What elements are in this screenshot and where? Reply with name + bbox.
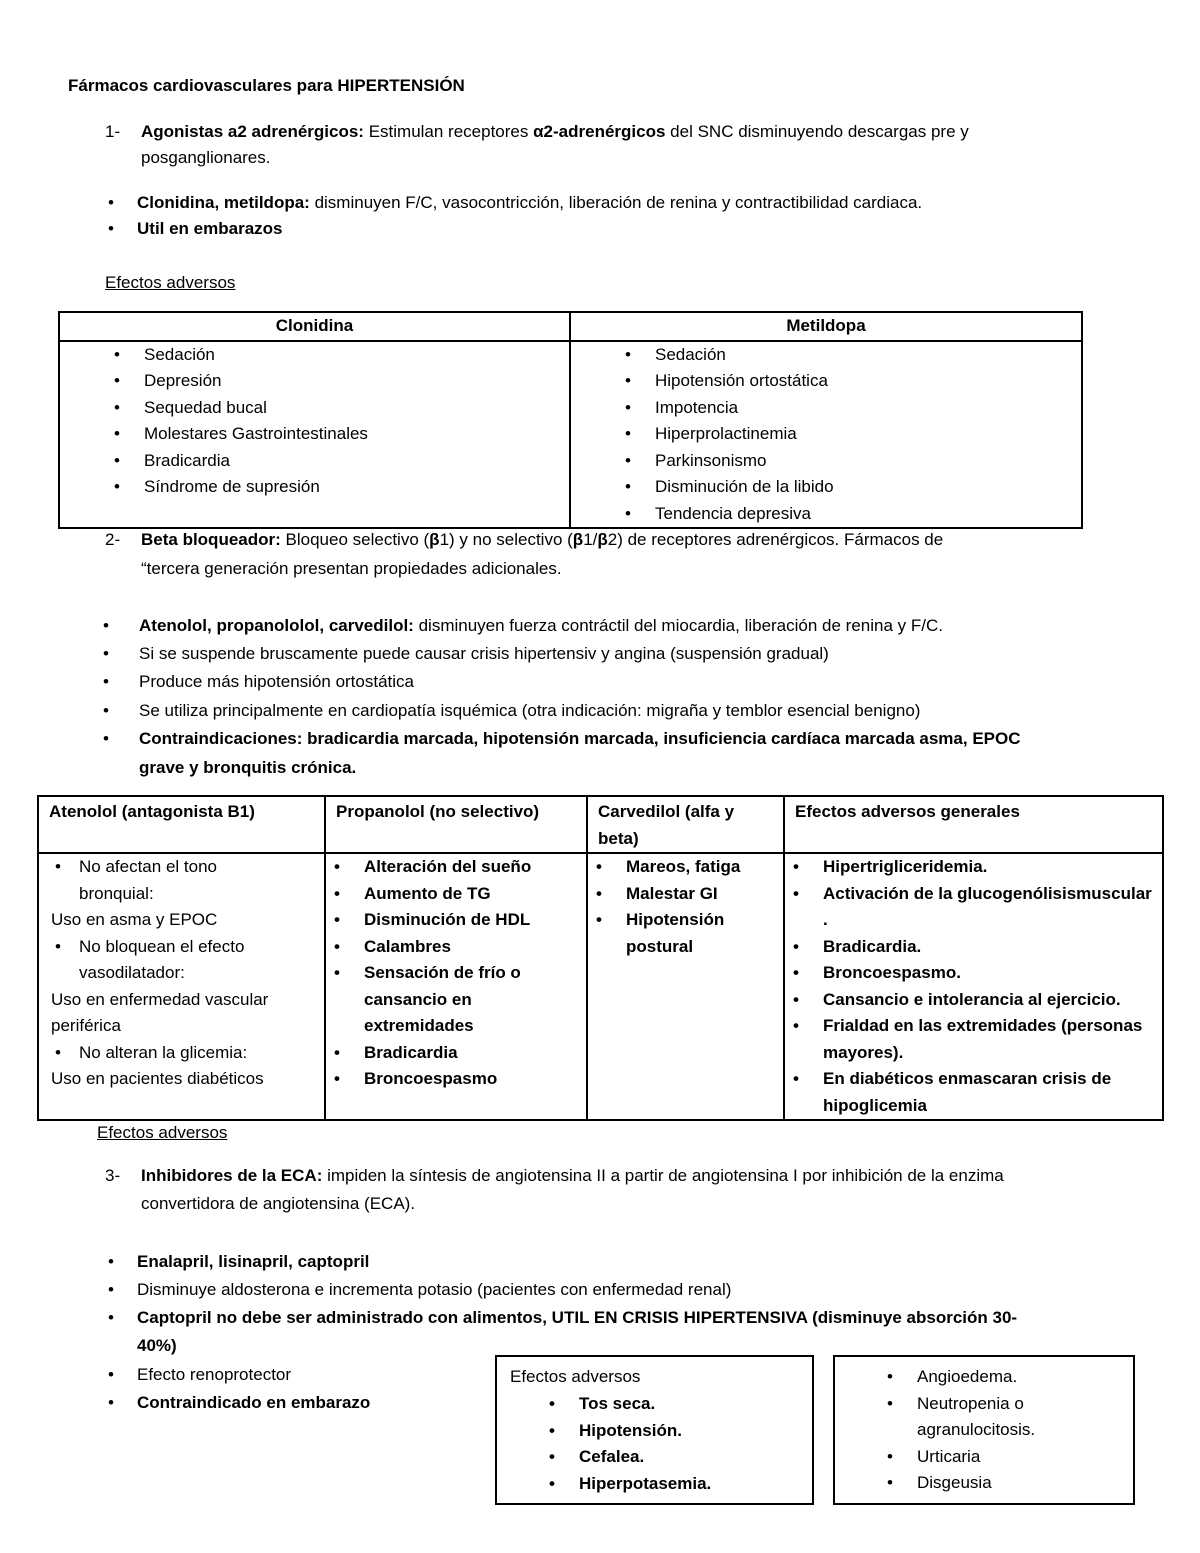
bullet-icon: • [108, 1308, 114, 1327]
list-item: • En diabéticos enmascaran crisis de hipoglicemia [785, 1066, 1155, 1119]
bullet-icon: • [103, 644, 109, 663]
list-item-text: Util en embarazos [137, 219, 283, 238]
list-item: • Hipotensión. [541, 1418, 711, 1445]
list-item: • Sensación de frío o cansancio en extremidades [326, 960, 571, 1040]
list-item: • Mareos, fatiga [588, 854, 768, 881]
list-item: • Molestares Gastrointestinales [106, 421, 569, 448]
list-item-text: Si se suspende bruscamente puede causar crisis hipertensiv y angina (suspensión gradual) [139, 644, 829, 663]
list-item: • Bradicardia [106, 448, 569, 475]
list-item: • Sedación [617, 342, 1081, 369]
list-item: • Disminución de la libido [617, 474, 1081, 501]
list-item: • Impotencia [617, 395, 1081, 422]
section-heading-line [141, 119, 969, 146]
section-number: 1- [105, 122, 121, 141]
section-heading-line: Inhibidores de la ECA: impiden la síntesis de angiotensina II a partir de angiotensina I por inhibición de la enzima [141, 1166, 1004, 1185]
effects-box-2 [833, 1355, 1135, 1505]
table-header-metildopa: Metildopa [570, 312, 1082, 341]
list-item: • Aumento de TG [326, 881, 571, 908]
beta-blockers-table [37, 795, 1164, 1121]
section-number: 2- [105, 530, 121, 549]
table-cell-metildopa [570, 341, 1082, 529]
table-cell-carvedilol [587, 853, 784, 1120]
bullet-icon: • [108, 1393, 114, 1412]
effects-box-1 [495, 1355, 814, 1505]
list-item [96, 669, 1146, 696]
section-text-line2: “tercera generación presentan propiedades adicionales. [141, 559, 562, 578]
bullet-icon: • [103, 616, 109, 635]
list-item-text: Contraindicado en embarazo [137, 1393, 371, 1412]
list-item: • Broncoespasmo. [785, 960, 1155, 987]
list-item: • Alteración del sueño [326, 854, 571, 881]
list-item-text: Captopril no debe ser administrado con alimentos, UTIL EN CRISIS HIPERTENSIVA (disminuye absorción 30- [137, 1308, 1018, 1327]
table-cell-atenolol: • No afectan el tono bronquial: Uso en asma y EPOC • No bloquean el efecto vasodilatador: Uso en enfermedad vascular periférica • No alteran la glicemia: Uso en pacientes diabéticos [38, 853, 325, 1120]
list-item: • Broncoespasmo [326, 1066, 571, 1093]
list-item: • Calambres [326, 934, 571, 961]
list-item [101, 216, 1101, 243]
list-item [101, 1362, 461, 1389]
section-heading: Agonistas a2 adrenérgicos: [141, 122, 364, 141]
bullet-icon: • [103, 672, 109, 691]
section-bold-term: α2-adrenérgicos [533, 122, 666, 141]
list-item: • Disgeusia [879, 1470, 1119, 1497]
bullet-icon: • [108, 219, 114, 238]
list-item: • Activación de la glucogenólisismuscular . [785, 881, 1155, 934]
section-text: del SNC disminuyendo descargas pre y [665, 122, 969, 141]
list-item [101, 190, 1101, 217]
list-item: • Parkinsonismo [617, 448, 1081, 475]
section-text-line2: posganglionares. [141, 148, 271, 167]
bullet-icon: • [108, 193, 114, 212]
list-item: • Hiperprolactinemia [617, 421, 1081, 448]
list-item-text: Enalapril, lisinapril, captopril [137, 1252, 370, 1271]
list-item: • Cansancio e intolerancia al ejercicio. [785, 987, 1155, 1014]
list-item: • Hipotensión postural [588, 907, 768, 960]
list-item: • Síndrome de supresión [106, 474, 569, 501]
section-text-line2: convertidora de angiotensina (ECA). [141, 1194, 416, 1213]
bullet-icon: • [108, 1365, 114, 1384]
list-item: • Hiperpotasemia. [541, 1471, 711, 1498]
table-header-atenolol: Atenolol (antagonista B1) [38, 796, 325, 853]
table-header-propanolol: Propanolol (no selectivo) [325, 796, 587, 853]
subsection-title: Efectos adversos [97, 1123, 228, 1142]
table-cell-clonidina [59, 341, 570, 529]
list-item: • Frialdad en las extremidades (personas mayores). [785, 1013, 1155, 1066]
bullet-icon: • [108, 1252, 114, 1271]
list-item: • Depresión [106, 368, 569, 395]
box-title: Efectos adversos [510, 1367, 641, 1386]
bullet-icon: • [108, 1280, 114, 1299]
list-item: • Sequedad bucal [106, 395, 569, 422]
list-item: • Malestar GI [588, 881, 768, 908]
list-item: • Urticaria [879, 1444, 1119, 1471]
list-item [101, 1390, 461, 1417]
subsection-title: Efectos adversos [105, 273, 236, 292]
section-number: 3- [105, 1166, 121, 1185]
list-item: • Sedación [106, 342, 569, 369]
list-item [101, 1305, 1101, 1361]
list-item [96, 641, 1146, 668]
table-cell-generales [784, 853, 1163, 1120]
list-item-text: Disminuye aldosterona e incrementa potasio (pacientes con enfermedad renal) [137, 1280, 732, 1299]
list-item: • Bradicardia [326, 1040, 571, 1067]
list-item: • Disminución de HDL [326, 907, 571, 934]
list-item [96, 613, 1146, 640]
list-item: • Cefalea. [541, 1444, 711, 1471]
list-item [96, 698, 1146, 725]
page-title: Fármacos cardiovasculares para HIPERTENSIÓN [68, 76, 465, 95]
section-heading: Beta bloqueador: [141, 530, 281, 549]
table-header-carvedilol: Carvedilol (alfa y beta) [587, 796, 784, 853]
effects-table-1 [58, 311, 1083, 529]
list-item: • Bradicardia. [785, 934, 1155, 961]
list-item-text: Clonidina, metildopa: disminuyen F/C, vasocontricción, liberación de renina y contractibilidad cardiaca. [137, 193, 923, 212]
list-item: • Hipotensión ortostática [617, 368, 1081, 395]
list-item [101, 1277, 1101, 1304]
list-item: • Tendencia depresiva [617, 501, 1081, 528]
list-item-text: Se utiliza principalmente en cardiopatía isquémica (otra indicación: migraña y temblor esencial benigno) [139, 701, 921, 720]
section-heading-line: Beta bloqueador: Bloqueo selectivo (β1) y no selectivo (β1/β2) de receptores adrenérgicos. Fármacos de [141, 530, 944, 549]
list-item: • Tos seca. [541, 1391, 711, 1418]
list-item-text: Produce más hipotensión ortostática [139, 672, 414, 691]
section-heading: Inhibidores de la ECA: [141, 1166, 323, 1185]
list-item [101, 1249, 1101, 1276]
list-item-text: Contraindicaciones: bradicardia marcada, hipotensión marcada, insuficiencia cardíaca marcada asma, EPOC [139, 729, 1021, 748]
list-item [96, 726, 1146, 782]
bullet-icon: • [103, 729, 109, 748]
list-item-text: Efecto renoprotector [137, 1365, 292, 1384]
list-item: • Angioedema. [879, 1364, 1119, 1391]
table-header-clonidina: Clonidina [59, 312, 570, 341]
list-item-text: Atenolol, propanololol, carvedilol: disminuyen fuerza contráctil del miocardia, liberación de renina y F/C. [139, 616, 943, 635]
list-item: • Neutropenia o agranulocitosis. [879, 1391, 1119, 1444]
bullet-icon: • [103, 701, 109, 720]
section-text: Estimulan receptores [363, 122, 534, 141]
table-cell-propanolol [325, 853, 587, 1120]
table-header-generales: Efectos adversos generales [784, 796, 1163, 853]
list-item-text: 40%) [137, 1336, 177, 1355]
list-item: • Hipertrigliceridemia. [785, 854, 1155, 881]
list-item-text: grave y bronquitis crónica. [139, 758, 357, 777]
